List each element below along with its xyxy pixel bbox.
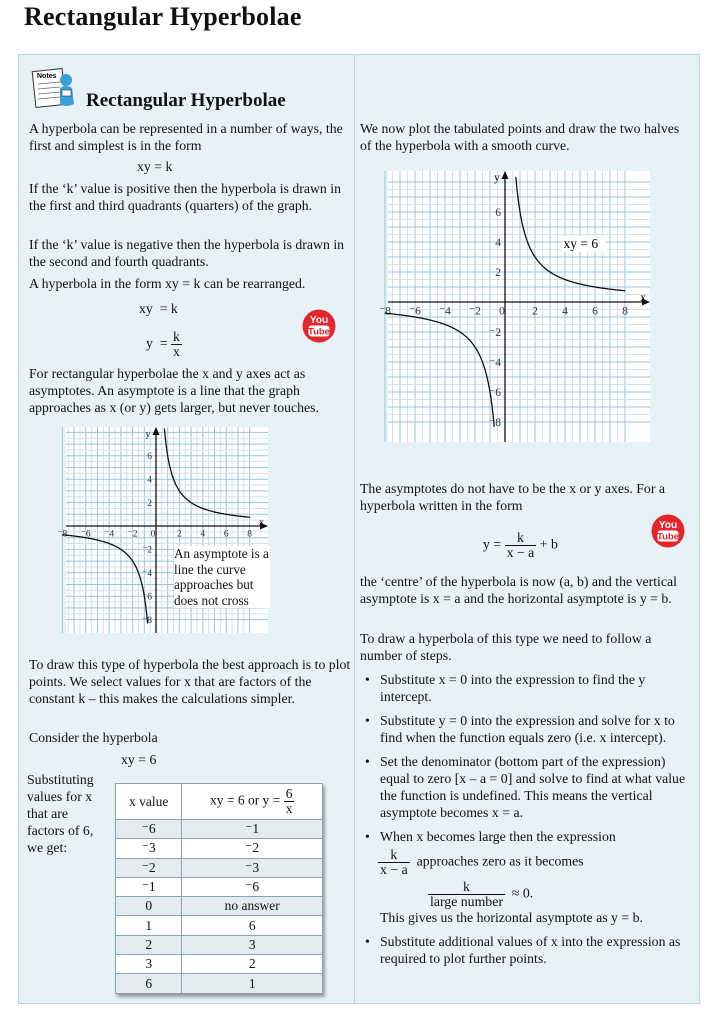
step4-fraction [378,848,410,877]
x-tick-label: ⁻2 [127,529,138,540]
y-tick-label: ⁻6 [489,387,501,400]
intro-paragraph: A hyperbola can be represented in a number of ways, the first and simplest is in the form [29,121,343,153]
col-y-header-prefix: xy = 6 or y = [209,792,281,808]
general-form-equation [483,531,558,560]
y-tick-label: ⁻8 [489,417,501,430]
x-tick-label: 4 [200,529,206,540]
asymptote-annotation: An asymptote is a line the curve approaches but does not cross [174,546,269,608]
rearranged-eq-k: = k [159,301,178,316]
general-form-num: k [516,530,524,545]
plot-points-paragraph: To draw this type of hyperbola the best approach is to plot points. We select values for x that are factors of the constant k – this makes the calculations simpler. [29,657,351,706]
step-item: • Set the denominator (bottom part of the expression) equal to zero [x – a = 0] and solve to find at what value the function is undefined. This means the vertical asymptote becomes x = a. [360,753,690,821]
table-row [116,858,323,877]
general-form-fraction [505,531,537,560]
steps-intro-paragraph: To draw a hyperbola of this type we need to follow a number of steps. [360,631,652,663]
column-divider [354,54,355,1004]
table-row [116,916,323,935]
centre-paragraph: the ‘centre’ of the hyperbola is now (a, b) and the vertical asymptote is x = a and the horizontal asymptote is y = b. [360,574,677,606]
youtube-label-tube: Tube [308,326,330,338]
positive-k-paragraph: If the ‘k’ value is positive then the hyperbola is drawn in the first and third quadrants (quarters) of the graph. [29,181,342,213]
hyperbola-graph-right [379,171,650,442]
youtube-right-label-tube: Tube [657,531,679,543]
youtube-icon[interactable] [302,309,336,343]
step4-approx: ≈ 0. [511,885,534,901]
y-tick-label: 6 [147,452,152,463]
y-value-cell: 1 [182,974,323,993]
x-value-cell: ⁻6 [116,820,182,839]
x-value-cell: 3 [116,955,182,974]
step4-end: This gives us the horizontal asymptote as y = b. [380,910,643,925]
y-value-cell: no answer [182,897,323,916]
general-form-den: x − a [506,545,535,560]
asymptotes-shift-paragraph: The asymptotes do not have to be the x or y axes. For a hyperbola written in the form [360,481,665,513]
equation-xy-k: xy = k [137,159,173,174]
y-value-cell: ⁻6 [182,877,323,896]
negative-k-paragraph: If the ‘k’ value is negative then the hyperbola is drawn in the second and fourth quadrants. [29,237,345,269]
x-value-cell: ⁻2 [116,858,182,877]
x-tick-label: 6 [592,305,598,318]
x-tick-label: 8 [622,305,628,318]
step4-den2: large number [430,894,503,909]
y-axis-label: y [494,172,500,184]
y-tick-label: 2 [147,498,152,509]
y-tick-label: ⁻8 [142,615,152,626]
youtube-right-label-you: You [658,520,678,531]
y-tick-label: 4 [147,475,152,486]
y-value-cell: ⁻1 [182,820,323,839]
step4-num: k [390,847,398,862]
x-tick-label: ⁻8 [57,529,68,540]
table-row [116,935,323,954]
y-value-cell: ⁻2 [182,839,323,858]
x-axis-label: x [640,292,646,304]
x-tick-label: ⁻2 [469,305,481,318]
x-tick-label: 2 [532,305,538,318]
curve-label: xy = 6 [563,236,599,251]
x-tick-label: 6 [223,529,229,540]
x-tick-label: ⁻6 [409,305,421,318]
x-value-cell: ⁻3 [116,839,182,858]
x-tick-label: 8 [247,529,252,540]
x-axis-label: x [259,518,264,528]
step-item: • Substitute x = 0 into the expression to find the y intercept. [360,671,690,705]
step4-text: When x becomes large then the expression [380,829,616,844]
step4-mid: approaches zero as it becomes [416,853,584,869]
col-y-header-den: x [285,801,293,816]
asymptote-paragraph: For rectangular hyperbolae the x and y axes act as asymptotes. An asymptote is a line that the graph approaches as x (or y) gets larger, but never touches. [29,366,319,415]
col-y-header [182,784,323,820]
fraction-k-over-x [171,330,182,359]
x-tick-label: ⁻6 [80,529,91,540]
x-tick-label: 4 [562,305,568,318]
consider-paragraph: Consider the hyperbola [29,730,158,745]
fraction-denominator: x [173,344,180,359]
y-tick-label: 6 [495,207,501,220]
step4-num2: k [463,879,470,894]
table-row [116,820,323,839]
x-tick-label: 0 [499,305,505,318]
values-table [115,783,323,994]
rearranged-xy: xy [139,301,153,316]
step4-fraction-2 [428,880,505,909]
table-row [116,955,323,974]
x-value-cell: 2 [116,935,182,954]
section-title: Rectangular Hyperbolae [86,90,286,111]
y-value-cell: 6 [182,916,323,935]
y-value-cell: 3 [182,935,323,954]
y-value-cell: 2 [182,955,323,974]
y-tick-label: ⁻4 [142,569,152,580]
step-item-large-x [360,828,690,926]
y-axis-label: y [145,430,151,440]
rearranged-y: y [146,335,153,351]
hyperbola-branch-negative [62,535,147,624]
y-tick-label: ⁻4 [489,357,501,370]
youtube-label-you: You [309,315,329,326]
plot-intro-paragraph: We now plot the tabulated points and draw the two halves of the hyperbola with a smooth curve. [360,121,680,153]
substituting-paragraph: Substituting values for x that are factors of 6, we get: [27,772,94,855]
x-value-cell: ⁻1 [116,877,182,896]
y-tick-label: ⁻6 [142,592,152,603]
youtube-icon-right[interactable] [651,514,685,548]
x-value-cell: 1 [116,916,182,935]
y-tick-label: ⁻2 [142,545,152,556]
table-row [116,974,323,993]
x-value-cell: 6 [116,974,182,993]
y-axis-arrow [153,427,160,435]
y-value-cell: ⁻3 [182,858,323,877]
table-row [116,897,323,916]
table-row [116,877,323,896]
hyperbola-branch-positive [516,177,626,291]
general-form-rhs: + b [539,536,558,552]
hyperbola-branch-negative [385,313,495,427]
rearrange-paragraph: A hyperbola in the form xy = k can be rearranged. [29,276,306,291]
y-tick-label: ⁻2 [489,327,501,340]
col-y-header-num: 6 [285,786,293,801]
y-tick-label: 4 [495,237,501,250]
step4-den: x − a [380,862,408,877]
general-form-lhs: y = [483,536,502,552]
page-title: Rectangular Hyperbolae [24,2,302,31]
x-value-cell: 0 [116,897,182,916]
step-item: • Substitute additional values of x into the expression as required to plot further points. [360,933,690,967]
table-row [116,839,323,858]
equation-xy-6: xy = 6 [121,752,157,767]
x-tick-label: 0 [150,529,156,540]
x-tick-label: ⁻4 [104,529,115,540]
rearranged-equals: = [159,335,168,351]
notes-icon [32,64,78,112]
y-axis-arrow [502,171,509,179]
rearranged-equation-2 [146,330,182,359]
steps-list [360,671,690,974]
step-item: • Substitute y = 0 into the expression and solve for x to find when the function equals zero (i.e. x intercept). [360,712,690,746]
rearranged-lhs-1 [139,301,178,317]
notes-icon-label: Notes [37,73,57,80]
x-tick-label: 2 [177,529,182,540]
y-tick-label: 2 [495,267,501,280]
x-tick-label: ⁻8 [379,305,391,318]
col-x-header: x value [116,784,182,820]
fraction-numerator: k [173,329,180,344]
col-y-header-fraction [284,787,295,816]
x-tick-label: ⁻4 [439,305,451,318]
